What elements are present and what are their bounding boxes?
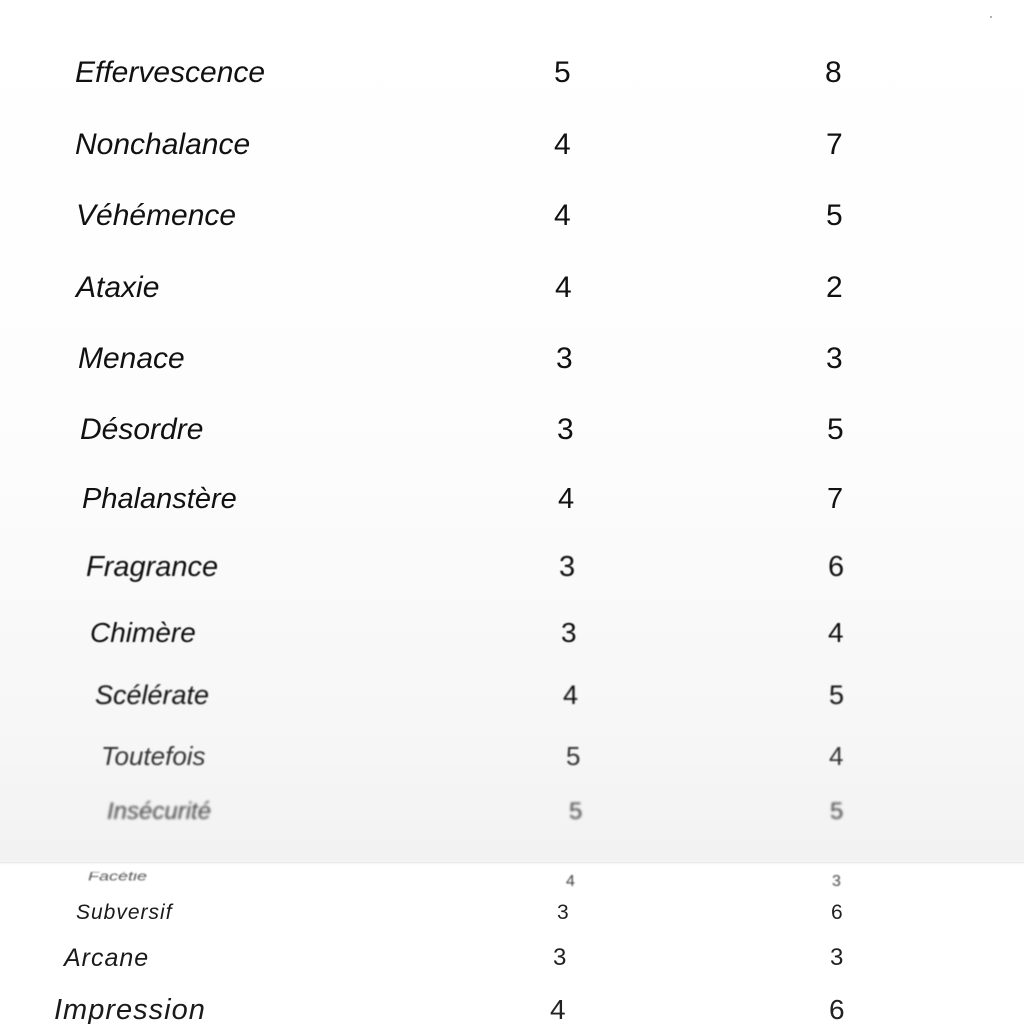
speck bbox=[990, 16, 992, 18]
value-a: 3 bbox=[559, 551, 576, 583]
value-a: 3 bbox=[557, 901, 569, 924]
value-b: 5 bbox=[827, 413, 844, 446]
value-a: 3 bbox=[561, 617, 577, 648]
table-row bbox=[0, 485, 1024, 525]
value-b: 5 bbox=[826, 199, 843, 232]
value-b: 6 bbox=[829, 994, 845, 1024]
table-row bbox=[0, 553, 1024, 593]
table-row bbox=[0, 743, 1024, 783]
value-a: 5 bbox=[569, 798, 583, 825]
value-a: 4 bbox=[566, 873, 575, 890]
table-row bbox=[0, 130, 1024, 170]
value-a: 4 bbox=[555, 271, 572, 304]
value-a: 5 bbox=[566, 741, 581, 771]
value-b: 7 bbox=[826, 128, 843, 161]
page-fold-edge bbox=[0, 862, 1024, 864]
value-b: 6 bbox=[831, 901, 843, 924]
table-row bbox=[0, 800, 1024, 840]
word-label: Arcane bbox=[64, 944, 150, 972]
word-label: Nonchalance bbox=[75, 128, 251, 161]
value-b: 3 bbox=[830, 944, 844, 971]
table-row bbox=[0, 946, 1024, 986]
word-label: Facétie bbox=[88, 872, 148, 884]
word-label: Ataxie bbox=[76, 271, 160, 304]
value-b: 2 bbox=[826, 271, 843, 304]
word-label: Subversif bbox=[76, 901, 173, 924]
word-label: Impression bbox=[54, 994, 206, 1024]
value-b: 3 bbox=[826, 342, 843, 375]
value-b: 5 bbox=[829, 680, 845, 710]
word-label: Chimère bbox=[90, 617, 196, 648]
word-label: Menace bbox=[78, 342, 185, 375]
value-a: 3 bbox=[556, 342, 573, 375]
value-a: 4 bbox=[554, 199, 571, 232]
value-a: 4 bbox=[558, 483, 575, 515]
word-label: Scélérate bbox=[95, 680, 210, 710]
value-b: 8 bbox=[825, 56, 842, 89]
table-row bbox=[0, 201, 1024, 241]
word-label: Fragrance bbox=[86, 551, 219, 583]
table-row bbox=[0, 619, 1024, 659]
table-row bbox=[0, 58, 1024, 98]
word-label: Désordre bbox=[80, 413, 204, 446]
word-label: Insécurité bbox=[107, 798, 212, 825]
value-b: 6 bbox=[828, 551, 845, 583]
word-label: Effervescence bbox=[75, 56, 266, 89]
table-row bbox=[0, 415, 1024, 455]
table-row bbox=[0, 344, 1024, 384]
value-a: 3 bbox=[553, 944, 567, 971]
value-a: 4 bbox=[563, 680, 579, 710]
value-b: 3 bbox=[832, 873, 841, 890]
table-row bbox=[0, 273, 1024, 313]
value-a: 5 bbox=[554, 56, 571, 89]
value-a: 3 bbox=[557, 413, 574, 446]
table-row bbox=[0, 902, 1024, 942]
value-a: 4 bbox=[554, 128, 571, 161]
value-b: 7 bbox=[827, 483, 844, 515]
word-label: Véhémence bbox=[76, 199, 237, 232]
table-row bbox=[0, 996, 1024, 1024]
table-row bbox=[0, 682, 1024, 722]
value-b: 4 bbox=[828, 617, 844, 648]
value-b: 4 bbox=[829, 741, 844, 771]
word-label: Toutefois bbox=[101, 741, 206, 771]
table-row bbox=[0, 872, 1024, 890]
word-label: Phalanstère bbox=[82, 483, 237, 515]
value-a: 4 bbox=[550, 994, 566, 1024]
value-b: 5 bbox=[830, 798, 844, 825]
